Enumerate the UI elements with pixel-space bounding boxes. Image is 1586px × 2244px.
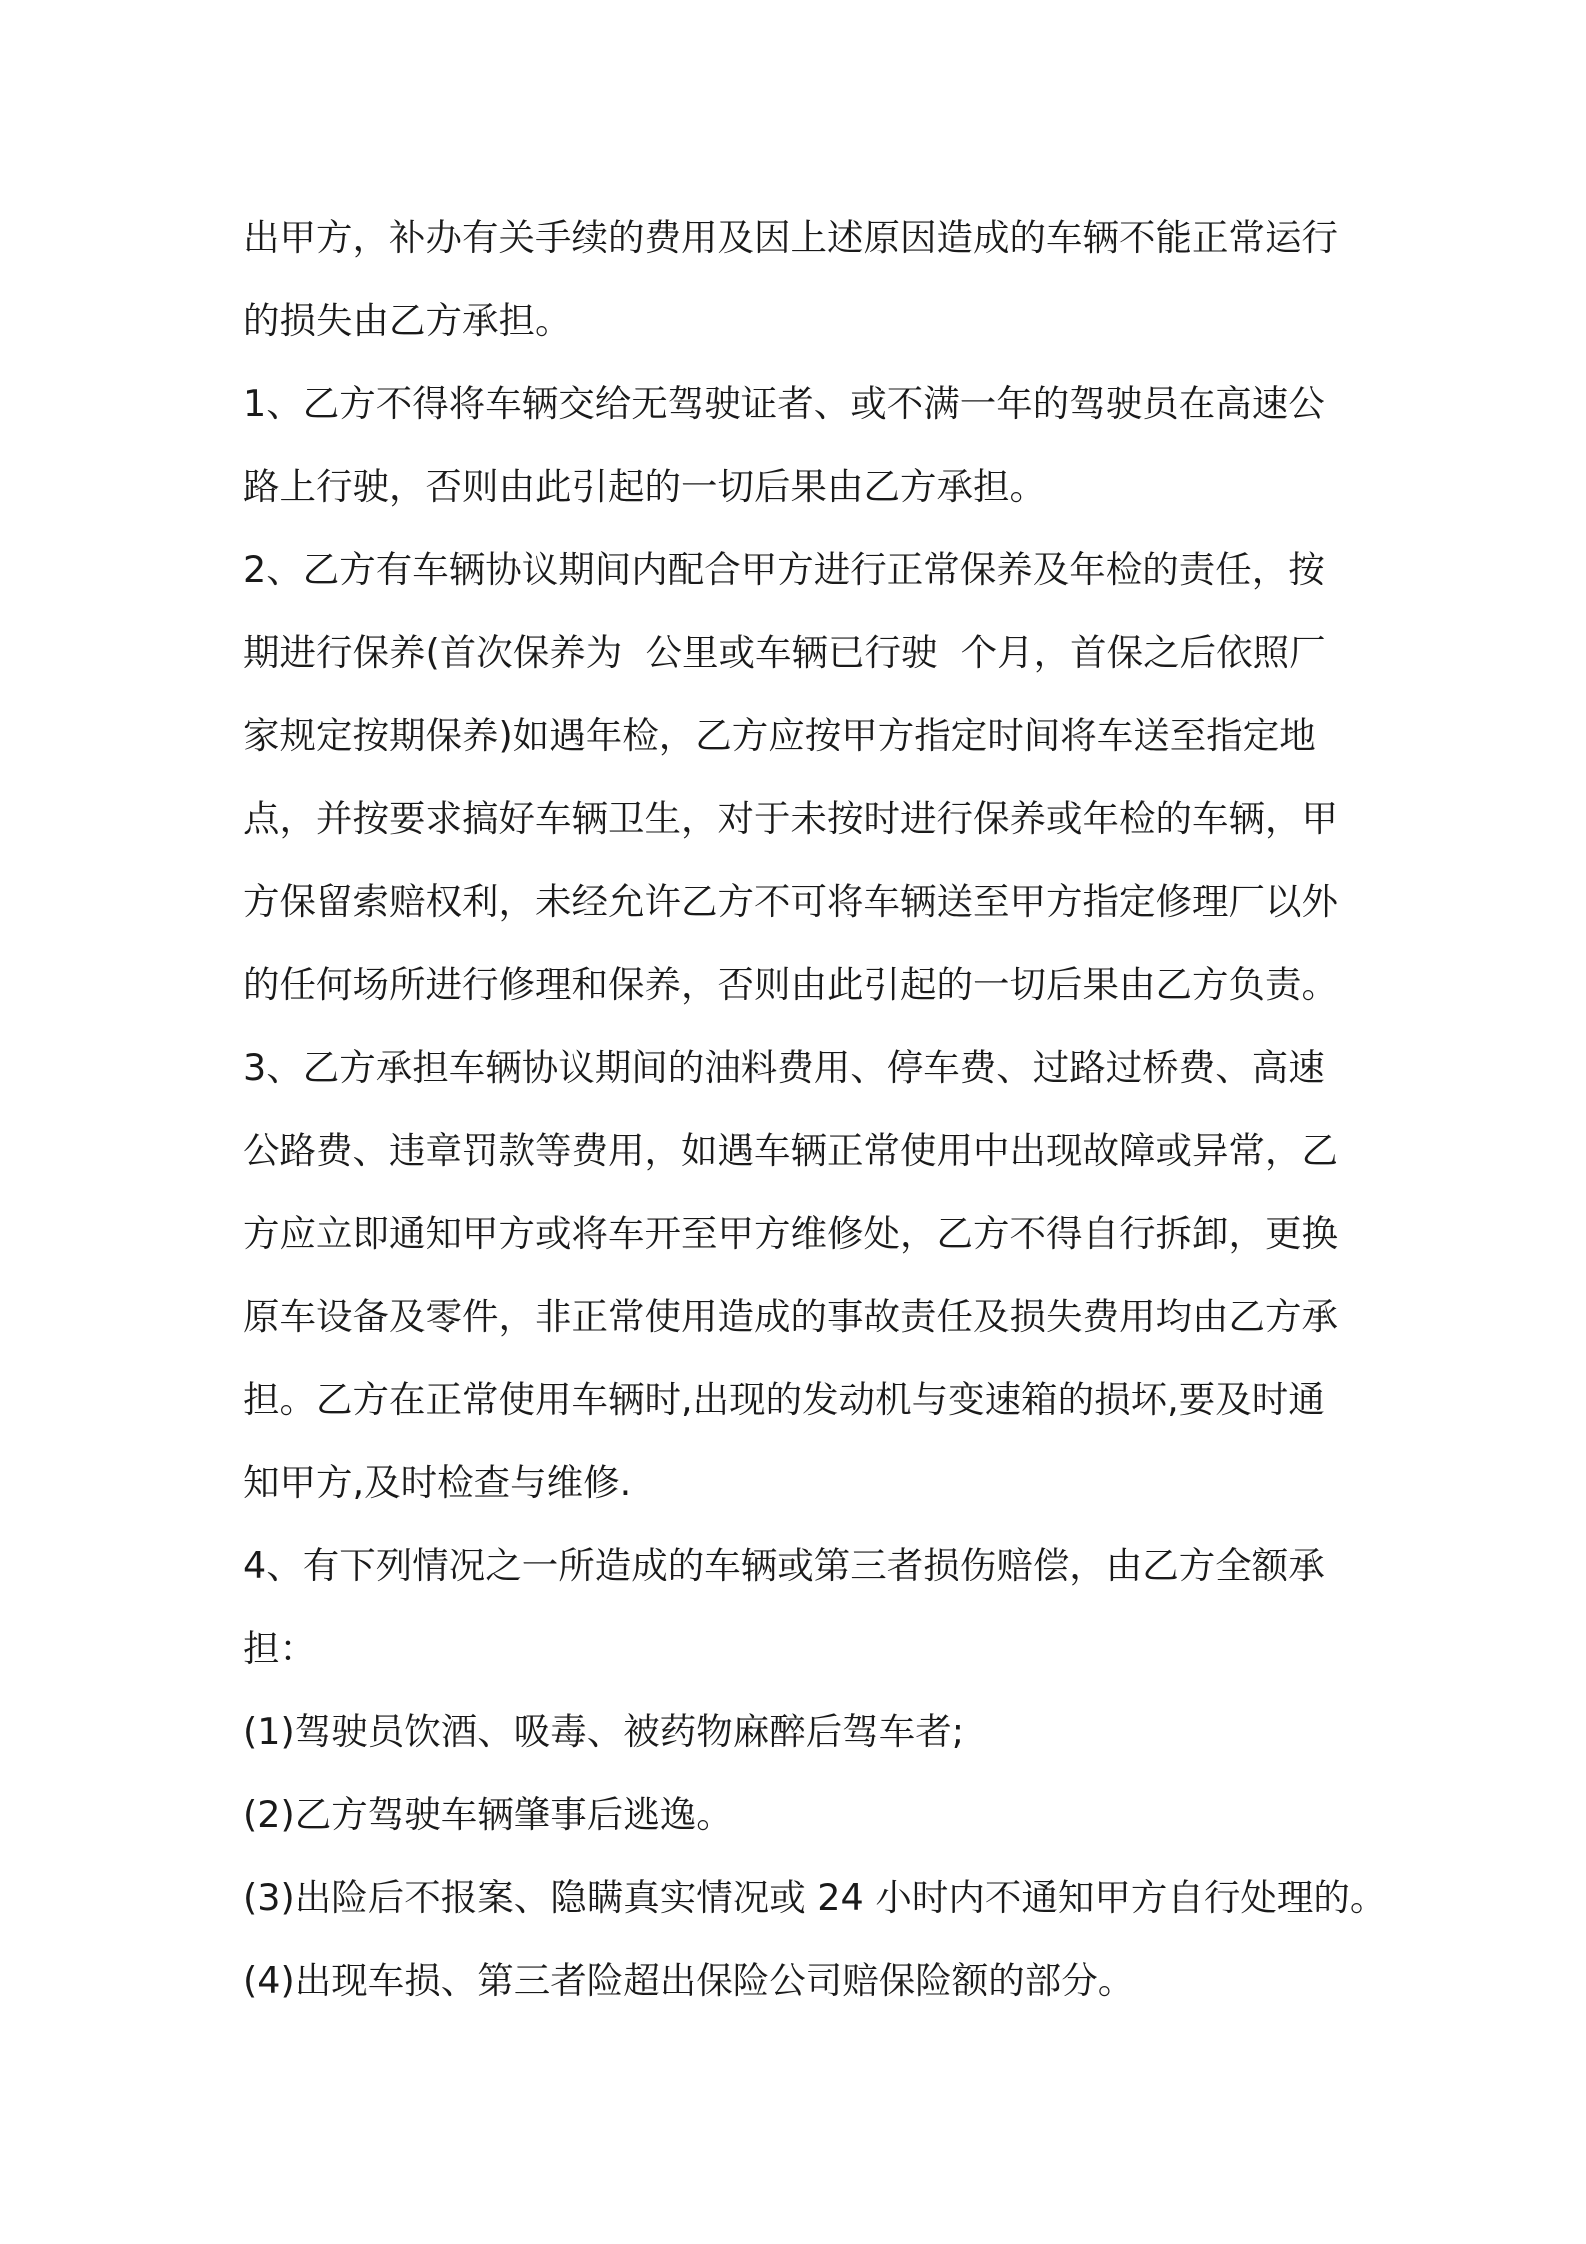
text-line: 的损失由乙方承担。 xyxy=(243,299,572,342)
clause-2-line: 2、乙方有车辆协议期间内配合甲方进行正常保养及年检的责任，按 xyxy=(243,548,1325,591)
clause-2-line: 的任何场所进行修理和保养，否则由此引起的一切后果由乙方负责。 xyxy=(243,963,1338,1006)
clause-4-line: 4、有下列情况之一所造成的车辆或第三者损伤赔偿，由乙方全额承 xyxy=(243,1544,1325,1587)
clause-1-line: 路上行驶，否则由此引起的一切后果由乙方承担。 xyxy=(243,465,1046,508)
clause-2-line: 期进行保养(首次保养为 公里或车辆已行驶 个月，首保之后依照厂 xyxy=(243,631,1326,674)
clause-2-line: 方保留索赔权利，未经允许乙方不可将车辆送至甲方指定修理厂以外 xyxy=(243,880,1338,923)
document-body xyxy=(243,196,1387,2022)
clause-3-line: 方应立即通知甲方或将车开至甲方维修处，乙方不得自行拆卸，更换 xyxy=(243,1212,1338,1255)
clause-2-line: 家规定按期保养)如遇年检，乙方应按甲方指定时间将车送至指定地 xyxy=(243,714,1316,757)
clause-2-line: 点，并按要求搞好车辆卫生，对于未按时进行保养或年检的车辆，甲 xyxy=(243,797,1338,840)
clause-3-line: 原车设备及零件，非正常使用造成的事故责任及损失费用均由乙方承 xyxy=(243,1295,1338,1338)
clause-1-line: 1、乙方不得将车辆交给无驾驶证者、或不满一年的驾驶员在高速公 xyxy=(243,382,1325,425)
clause-3-line: 知甲方,及时检查与维修. xyxy=(243,1461,632,1504)
clause-3-line: 公路费、违章罚款等费用，如遇车辆正常使用中出现故障或异常，乙 xyxy=(243,1129,1338,1172)
text-line: 出甲方，补办有关手续的费用及因上述原因造成的车辆不能正常运行 xyxy=(243,216,1338,259)
clause-3-line: 3、乙方承担车辆协议期间的油料费用、停车费、过路过桥费、高速 xyxy=(243,1046,1325,1089)
clause-3-line: 担。乙方在正常使用车辆时,出现的发动机与变速箱的损坏,要及时通 xyxy=(243,1378,1325,1421)
clause-4-line: 担： xyxy=(243,1627,316,1670)
sub-item-1: (1)驾驶员饮酒、吸毒、被药物麻醉后驾车者; xyxy=(243,1710,964,1753)
sub-item-4: (4)出现车损、第三者险超出保险公司赔保险额的部分。 xyxy=(243,1959,1135,2002)
sub-item-3: (3)出险后不报案、隐瞒真实情况或 24 小时内不通知甲方自行处理的。 xyxy=(243,1876,1387,1919)
sub-item-2: (2)乙方驾驶车辆肇事后逃逸。 xyxy=(243,1793,733,1836)
